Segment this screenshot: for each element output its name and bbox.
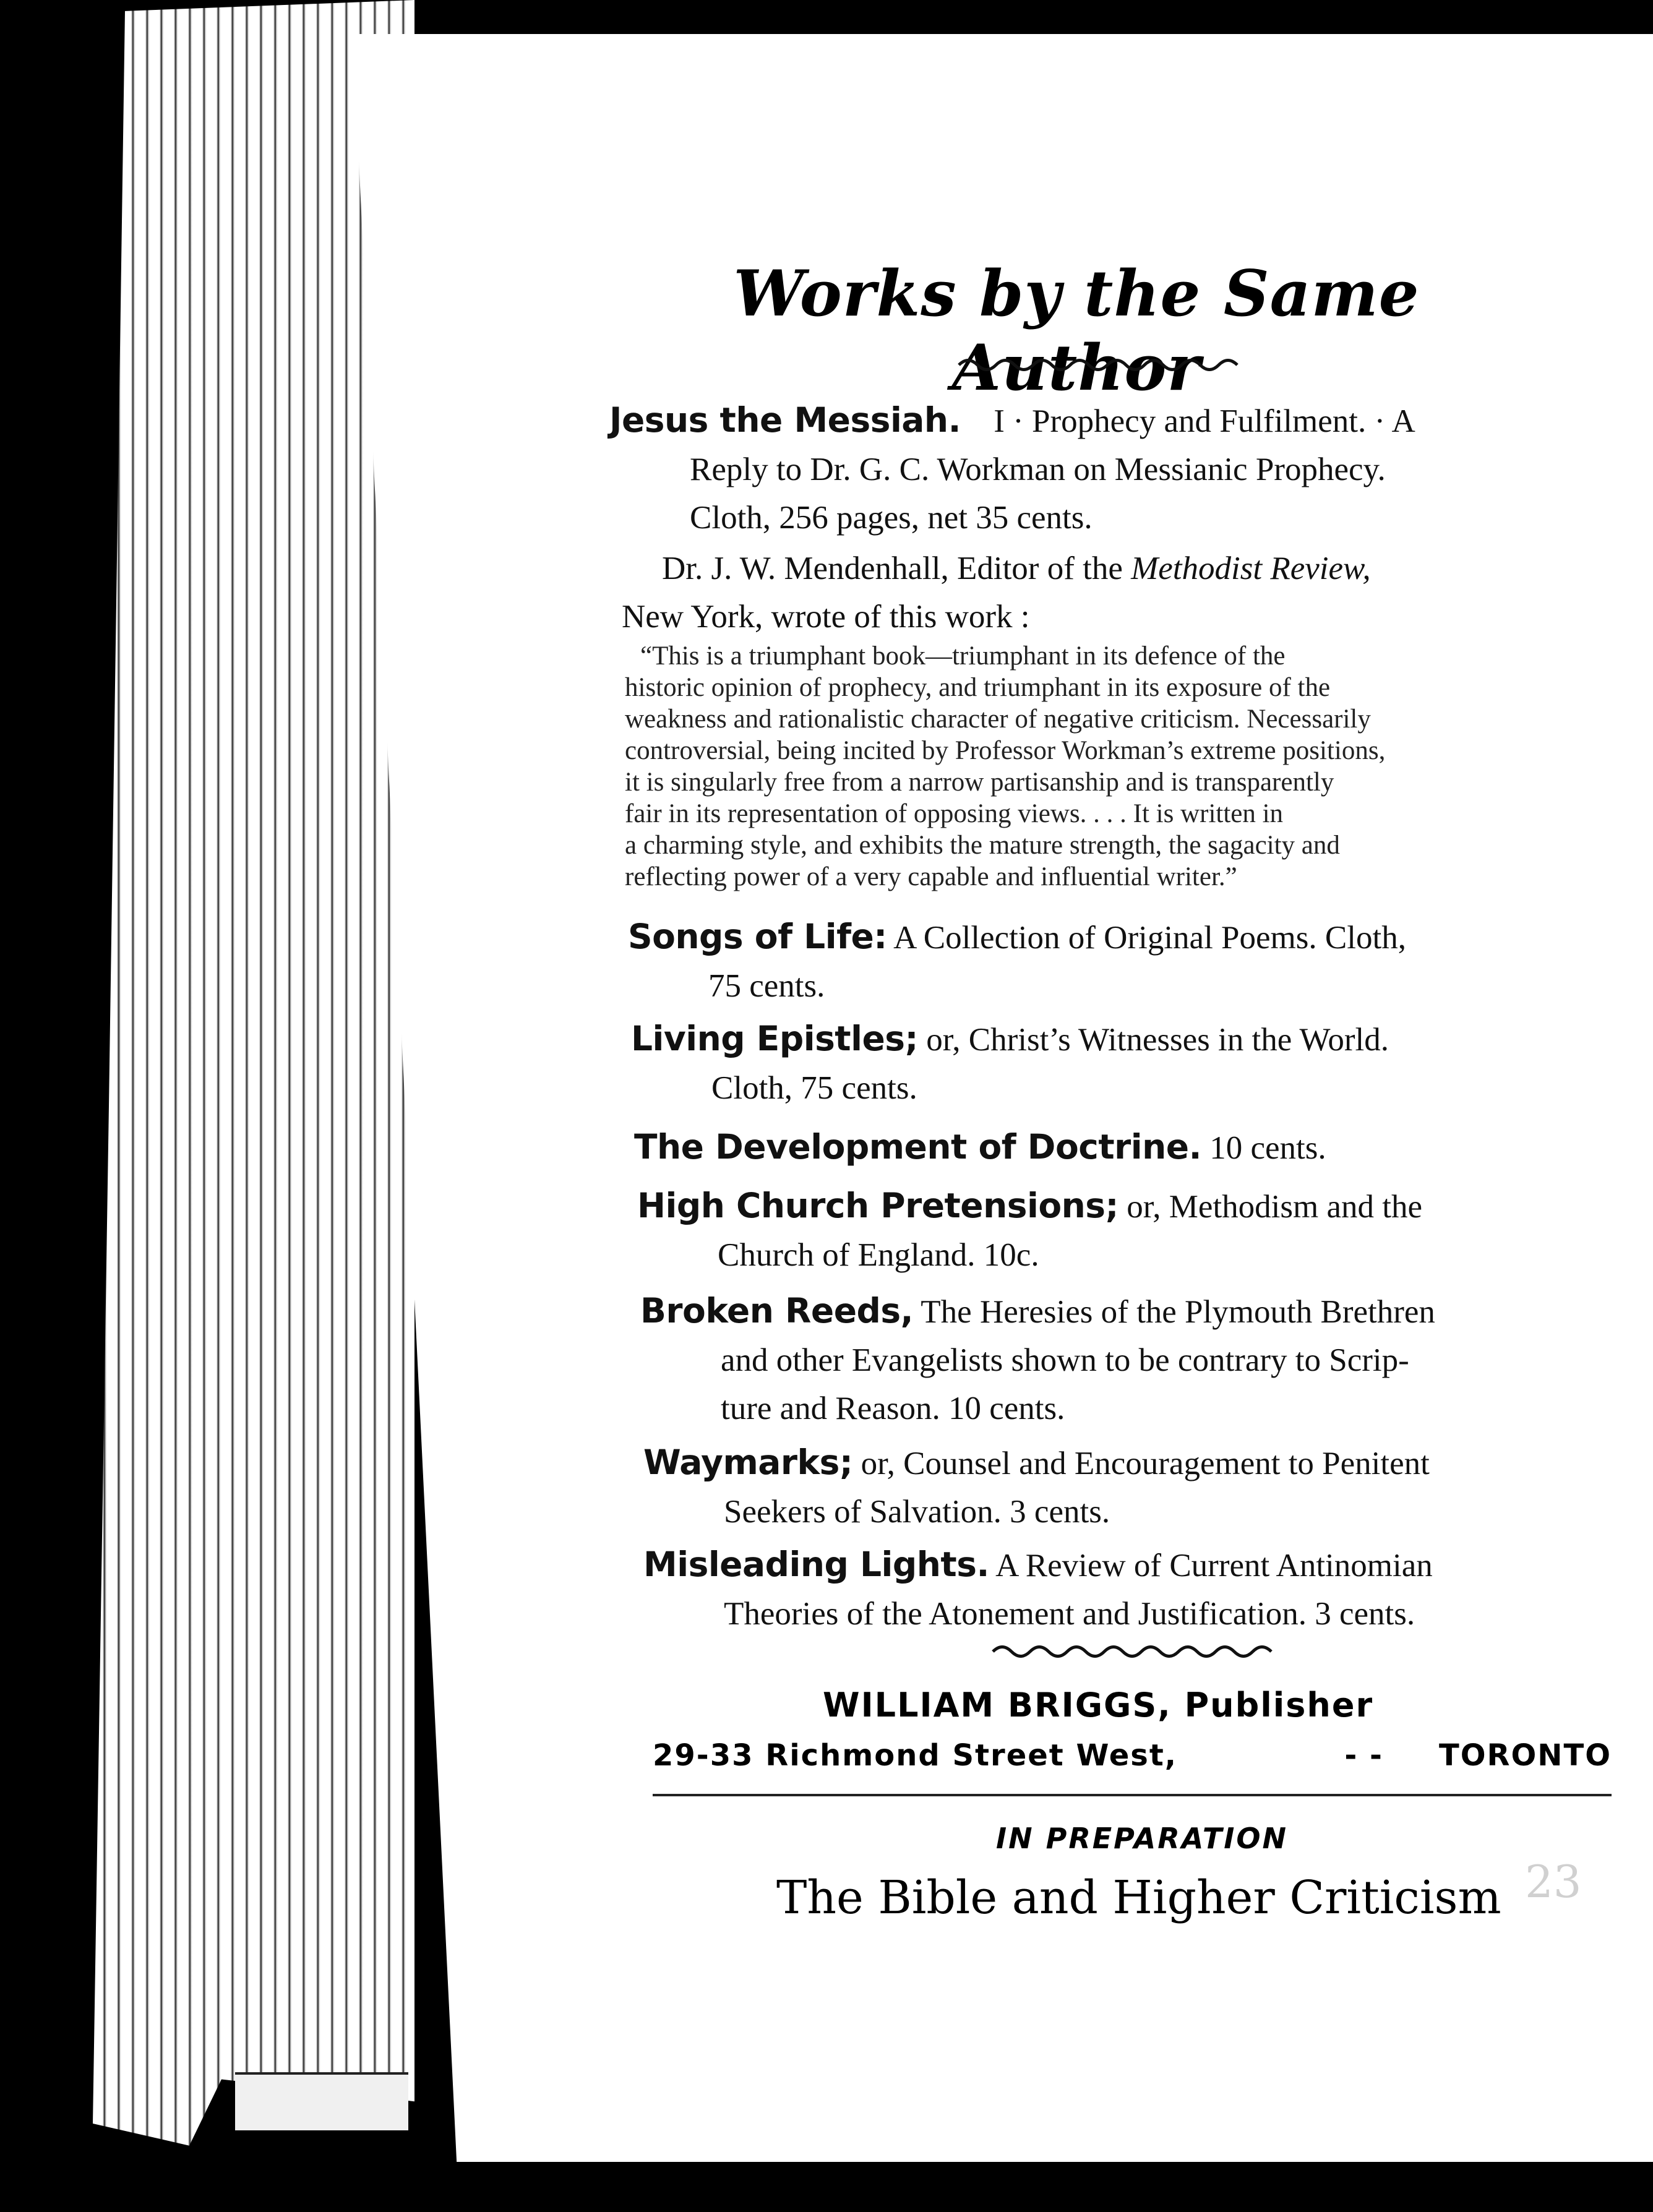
entry-text: Cloth, 256 pages, net 35 cents. xyxy=(690,500,1093,536)
address-city: TORONTO xyxy=(1438,1738,1612,1773)
entry-head: Broken Reeds, xyxy=(640,1291,913,1331)
quote-line: controversial, being incited by Professor Workman’s extreme positions, xyxy=(625,736,1386,765)
entry-text: or, Counsel and Encouragement to Penitent xyxy=(852,1446,1430,1481)
entry-text: or, Methodism and the xyxy=(1118,1189,1423,1225)
entry-waymarks xyxy=(643,1438,1430,1536)
in-preparation-label: IN PREPARATION xyxy=(996,1822,1288,1855)
bottom-flourish-ornament xyxy=(990,1639,1281,1664)
entry-text: Cloth, 75 cents. xyxy=(711,1070,917,1106)
entry-text: Reply to Dr. G. C. Workman on Messianic Prophecy. xyxy=(690,452,1386,487)
entry-head: Jesus the Messiah. xyxy=(609,400,961,440)
entry-head: High Church Pretensions; xyxy=(637,1186,1119,1225)
entry-text: ture and Reason. 10 cents. xyxy=(721,1391,1065,1426)
entry-head: Songs of Life: xyxy=(628,917,887,956)
entry-broken-reeds xyxy=(640,1287,1435,1433)
divider-rule xyxy=(653,1794,1612,1796)
quote-line: historic opinion of prophecy, and triumphant in its exposure of the xyxy=(625,673,1331,702)
book-page-edges xyxy=(93,0,414,2212)
review-quote xyxy=(625,640,1590,893)
entry-text: A Review of Current Antinomian xyxy=(989,1548,1433,1584)
quote-line: weakness and rationalistic character of negative criticism. Necessarily xyxy=(625,705,1371,734)
top-flourish-ornament xyxy=(956,353,1247,377)
quote-line: reflecting power of a very capable and influential writer.” xyxy=(625,862,1237,891)
entry-living-epistles xyxy=(631,1014,1389,1112)
quote-line: “This is a triumphant book—triumphant in its defence of the xyxy=(640,641,1286,671)
forthcoming-title: The Bible and Higher Criticism xyxy=(776,1871,1501,1924)
quote-line: it is singularly free from a narrow partisanship and is transparently xyxy=(625,768,1334,797)
review-line-2: New York, wrote of this work : xyxy=(622,599,1030,635)
entry-jesus-the-messiah xyxy=(609,396,1415,542)
address-dash: - - xyxy=(1344,1738,1383,1773)
entry-head: Waymarks; xyxy=(643,1443,853,1482)
page-number: 23 xyxy=(1525,1856,1582,1908)
entry-text: or, Christ’s Witnesses in the World. xyxy=(918,1022,1389,1058)
entry-development-of-doctrine xyxy=(634,1123,1326,1172)
address-street: 29-33 Richmond Street West, xyxy=(653,1738,1177,1773)
entry-text: and other Evangelists shown to be contrary to Scrip- xyxy=(721,1342,1409,1378)
entry-text: Church of England. 10c. xyxy=(718,1237,1039,1273)
entry-text: Theories of the Atonement and Justification. 3 cents. xyxy=(724,1596,1415,1632)
entry-head: Living Epistles; xyxy=(631,1019,918,1058)
entry-head: Misleading Lights. xyxy=(643,1545,989,1584)
review-intro xyxy=(622,544,1371,641)
entry-text: A Collection of Original Poems. Cloth, xyxy=(887,920,1406,956)
quote-line: a charming style, and exhibits the mature strength, the sagacity and xyxy=(625,831,1340,860)
publisher-name: WILLIAM BRIGGS, Publisher xyxy=(823,1686,1374,1725)
entry-text: 75 cents. xyxy=(708,968,825,1004)
entry-text: I · Prophecy and Fulfilment. · A xyxy=(994,403,1415,439)
entry-text: The Heresies of the Plymouth Brethren xyxy=(913,1294,1435,1330)
entry-text: Seekers of Salvation. 3 cents. xyxy=(724,1494,1110,1530)
entry-misleading-lights xyxy=(643,1540,1433,1638)
quote-line: fair in its representation of opposing views. . . . It is written in xyxy=(625,799,1284,828)
entry-songs-of-life xyxy=(628,912,1406,1010)
publisher-address xyxy=(653,1738,1612,1773)
entry-high-church-pretensions xyxy=(637,1181,1422,1279)
review-line-1: Dr. J. W. Mendenhall, Editor of the xyxy=(662,551,1131,586)
book-bottom-edge xyxy=(235,2072,408,2130)
page-title: Works by the Same Author xyxy=(733,257,1420,405)
entry-head: The Development of Doctrine. xyxy=(634,1127,1201,1167)
review-journal-name: Methodist Review, xyxy=(1131,551,1371,586)
entry-text: 10 cents. xyxy=(1201,1130,1326,1166)
